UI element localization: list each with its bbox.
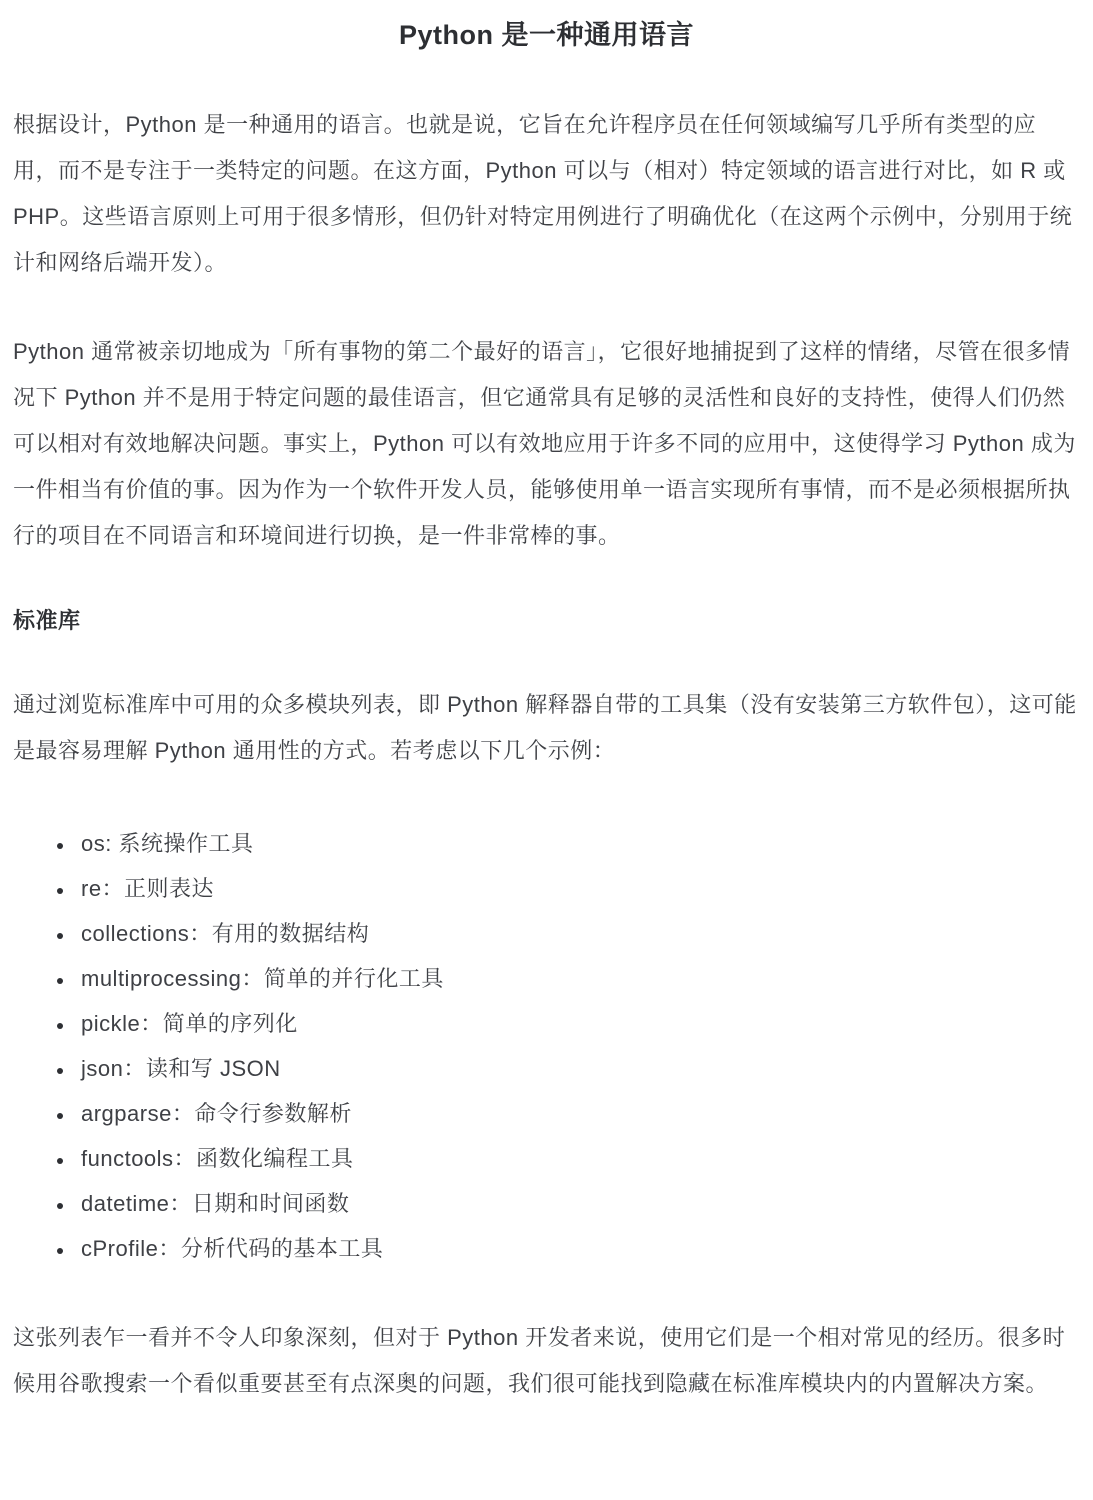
paragraph-closing: 这张列表乍一看并不令人印象深刻，但对于 Python 开发者来说，使用它们是一个相对常见的经历。很多时候用谷歌搜索一个看似重要甚至有点深奥的问题，我们很可能找到隐藏在标准库模块内的内置解决方案。	[13, 1325, 1066, 1396]
list-item-multiprocessing: • multiprocessing：简单的并行化工具	[75, 956, 1080, 1001]
paragraph-standard-library-intro: 通过浏览标准库中可用的众多模块列表，即 Python 解释器自带的工具集（没有安装第三方软件包），这可能是最容易理解 Python 通用性的方式。若考虑以下几个示例：	[13, 692, 1077, 763]
module-list	[13, 817, 1080, 1275]
list-item-argparse: • argparse：命令行参数解析	[75, 1091, 1080, 1136]
list-item-re: • re：正则表达	[75, 866, 1080, 911]
list-item-os: • os: 系统操作工具	[75, 821, 1080, 866]
paragraph-intro: 根据设计，Python 是一种通用的语言。也就是说，它旨在允许程序员在任何领域编写几乎所有类型的应用，而不是专注于一类特定的问题。在这方面，Python 可以与（相对）特定领域的语言进行对比，如 R 或 PHP。这些语言原则上可用于很多情形，但仍针对特定用例进行了明确优化（在这两个示例中，分别用于统计和网络后端开发）。	[13, 112, 1073, 275]
page-title: Python 是一种通用语言	[399, 20, 694, 50]
list-item-cprofile: • cProfile：分析代码的基本工具	[75, 1226, 1080, 1271]
section-heading-standard-library: 标准库	[13, 608, 81, 633]
list-item-functools: • functools：函数化编程工具	[75, 1136, 1080, 1181]
paragraph-second-best-language: Python 通常被亲切地成为「所有事物的第二个最好的语言」，它很好地捕捉到了这样的情绪，尽管在很多情况下 Python 并不是用于特定问题的最佳语言，但它通常具有足够的灵活性和良好的支持性，使得人们仍然可以相对有效地解决问题。事实上，Python 可以有效地应用于许多不同的应用中，这使得学习 Python 成为一件相当有价值的事。因为作为一个软件开发人员，能够使用单一语言实现所有事情，而不是必须根据所执行的项目在不同语言和环境间进行切换，是一件非常棒的事。	[13, 339, 1076, 548]
list-item-datetime: • datetime：日期和时间函数	[75, 1181, 1080, 1226]
list-item-collections: • collections：有用的数据结构	[75, 911, 1080, 956]
list-item-json: • json：读和写 JSON	[75, 1046, 1080, 1091]
list-item-pickle: • pickle：简单的序列化	[75, 1001, 1080, 1046]
